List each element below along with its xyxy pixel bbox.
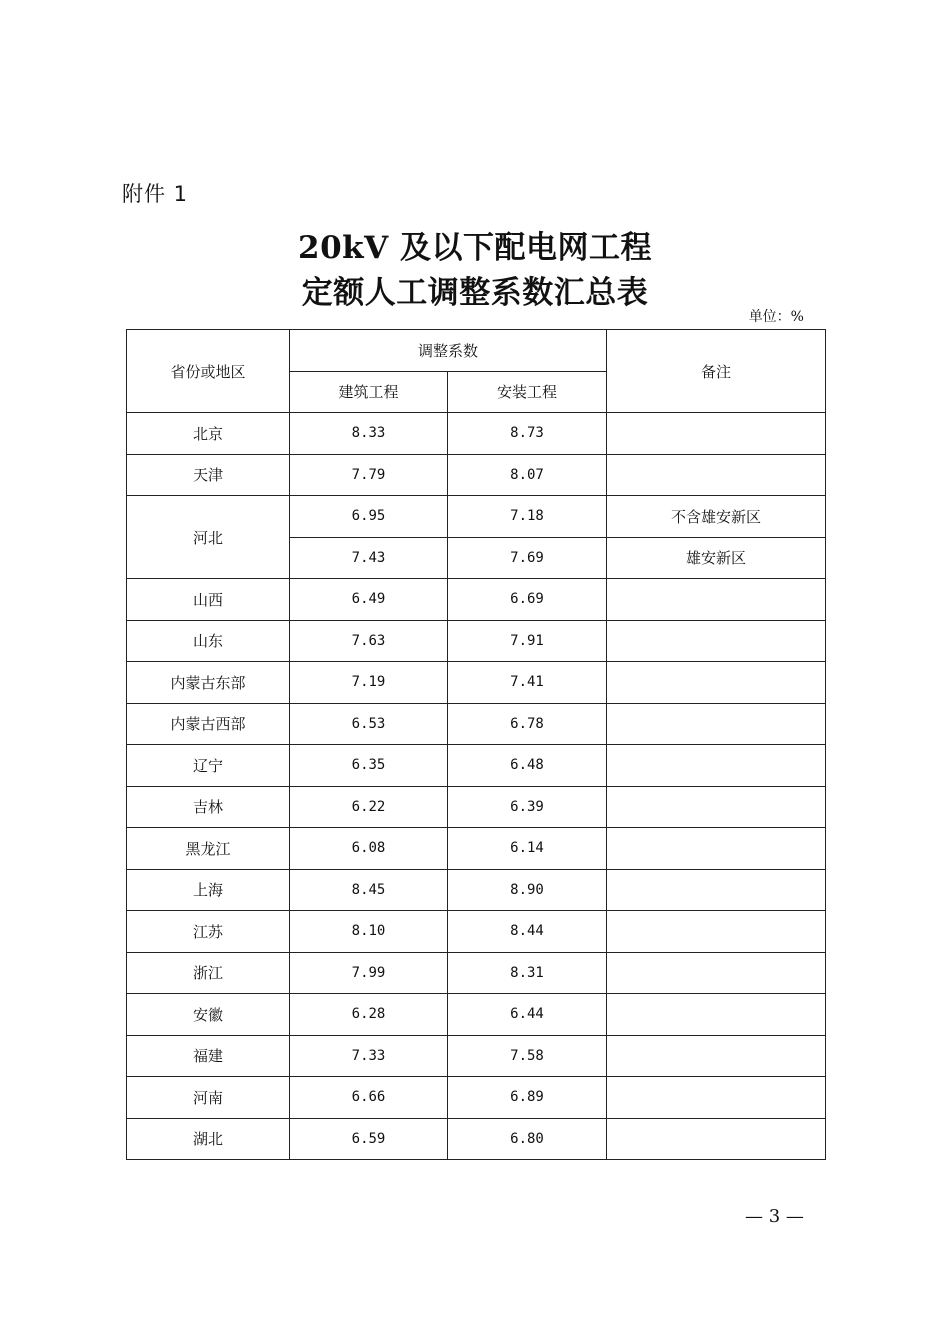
remark-cell <box>607 869 826 911</box>
remark-cell <box>607 1118 826 1160</box>
table-row <box>127 703 826 745</box>
construction-cell: 6.08 <box>290 828 448 870</box>
construction-cell: 6.28 <box>290 994 448 1036</box>
table-row <box>127 496 826 538</box>
remark-cell <box>607 413 826 455</box>
table-row <box>127 994 826 1036</box>
construction-cell: 6.95 <box>290 496 448 538</box>
remark-cell <box>607 952 826 994</box>
construction-cell: 6.59 <box>290 1118 448 1160</box>
remark-cell <box>607 786 826 828</box>
table-row <box>127 828 826 870</box>
remark-cell <box>607 1077 826 1119</box>
header-construction: 建筑工程 <box>290 371 448 413</box>
header-region: 省份或地区 <box>127 330 290 413</box>
header-installation: 安装工程 <box>448 371 607 413</box>
remark-cell <box>607 745 826 787</box>
remark-cell <box>607 703 826 745</box>
installation-cell: 8.90 <box>448 869 607 911</box>
installation-cell: 6.80 <box>448 1118 607 1160</box>
region-cell: 辽宁 <box>127 745 290 787</box>
installation-cell: 6.39 <box>448 786 607 828</box>
installation-cell: 7.69 <box>448 537 607 579</box>
installation-cell: 8.07 <box>448 454 607 496</box>
installation-cell: 7.18 <box>448 496 607 538</box>
table-row <box>127 911 826 953</box>
installation-cell: 6.69 <box>448 579 607 621</box>
region-cell: 山西 <box>127 579 290 621</box>
installation-cell: 7.58 <box>448 1035 607 1077</box>
remark-cell <box>607 911 826 953</box>
installation-cell: 6.44 <box>448 994 607 1036</box>
table-row <box>127 454 826 496</box>
unit-label: 单位：% <box>748 309 804 325</box>
region-cell: 安徽 <box>127 994 290 1036</box>
region-cell: 内蒙古西部 <box>127 703 290 745</box>
construction-cell: 8.33 <box>290 413 448 455</box>
construction-cell: 7.43 <box>290 537 448 579</box>
construction-cell: 7.63 <box>290 620 448 662</box>
remark-cell: 雄安新区 <box>607 537 826 579</box>
installation-cell: 6.14 <box>448 828 607 870</box>
table-row <box>127 745 826 787</box>
remark-cell <box>607 454 826 496</box>
region-cell: 黑龙江 <box>127 828 290 870</box>
region-cell: 河北 <box>127 496 290 579</box>
remark-cell <box>607 662 826 704</box>
region-cell: 吉林 <box>127 786 290 828</box>
region-cell: 北京 <box>127 413 290 455</box>
region-cell: 山东 <box>127 620 290 662</box>
construction-cell: 7.79 <box>290 454 448 496</box>
table-row <box>127 786 826 828</box>
table-header-row <box>127 330 826 372</box>
remark-cell <box>607 620 826 662</box>
installation-cell: 8.44 <box>448 911 607 953</box>
table-row <box>127 869 826 911</box>
table-row <box>127 579 826 621</box>
region-cell: 天津 <box>127 454 290 496</box>
construction-cell: 6.49 <box>290 579 448 621</box>
table-row <box>127 413 826 455</box>
construction-cell: 6.66 <box>290 1077 448 1119</box>
table-row <box>127 1035 826 1077</box>
table-row <box>127 1077 826 1119</box>
table-row <box>127 1118 826 1160</box>
remark-cell <box>607 579 826 621</box>
table-row <box>127 662 826 704</box>
region-cell: 内蒙古东部 <box>127 662 290 704</box>
construction-cell: 6.22 <box>290 786 448 828</box>
coefficient-table <box>126 329 826 1160</box>
region-cell: 福建 <box>127 1035 290 1077</box>
header-remark: 备注 <box>607 330 826 413</box>
remark-cell: 不含雄安新区 <box>607 496 826 538</box>
installation-cell: 6.89 <box>448 1077 607 1119</box>
region-cell: 河南 <box>127 1077 290 1119</box>
region-cell: 江苏 <box>127 911 290 953</box>
construction-cell: 8.45 <box>290 869 448 911</box>
header-coefficient: 调整系数 <box>290 330 607 372</box>
construction-cell: 7.99 <box>290 952 448 994</box>
region-cell: 湖北 <box>127 1118 290 1160</box>
remark-cell <box>607 1035 826 1077</box>
document-title-line-1: 20kV 及以下配电网工程 <box>298 230 652 266</box>
document-title-line-2: 定额人工调整系数汇总表 <box>301 275 649 311</box>
region-cell: 浙江 <box>127 952 290 994</box>
construction-cell: 7.33 <box>290 1035 448 1077</box>
remark-cell <box>607 828 826 870</box>
construction-cell: 6.53 <box>290 703 448 745</box>
attachment-label: 附件 1 <box>122 182 189 206</box>
installation-cell: 6.48 <box>448 745 607 787</box>
construction-cell: 8.10 <box>290 911 448 953</box>
page-number: — 3 — <box>745 1206 804 1227</box>
installation-cell: 7.91 <box>448 620 607 662</box>
installation-cell: 8.73 <box>448 413 607 455</box>
installation-cell: 6.78 <box>448 703 607 745</box>
installation-cell: 7.41 <box>448 662 607 704</box>
table-row <box>127 620 826 662</box>
region-cell: 上海 <box>127 869 290 911</box>
construction-cell: 6.35 <box>290 745 448 787</box>
remark-cell <box>607 994 826 1036</box>
table-row <box>127 952 826 994</box>
installation-cell: 8.31 <box>448 952 607 994</box>
construction-cell: 7.19 <box>290 662 448 704</box>
